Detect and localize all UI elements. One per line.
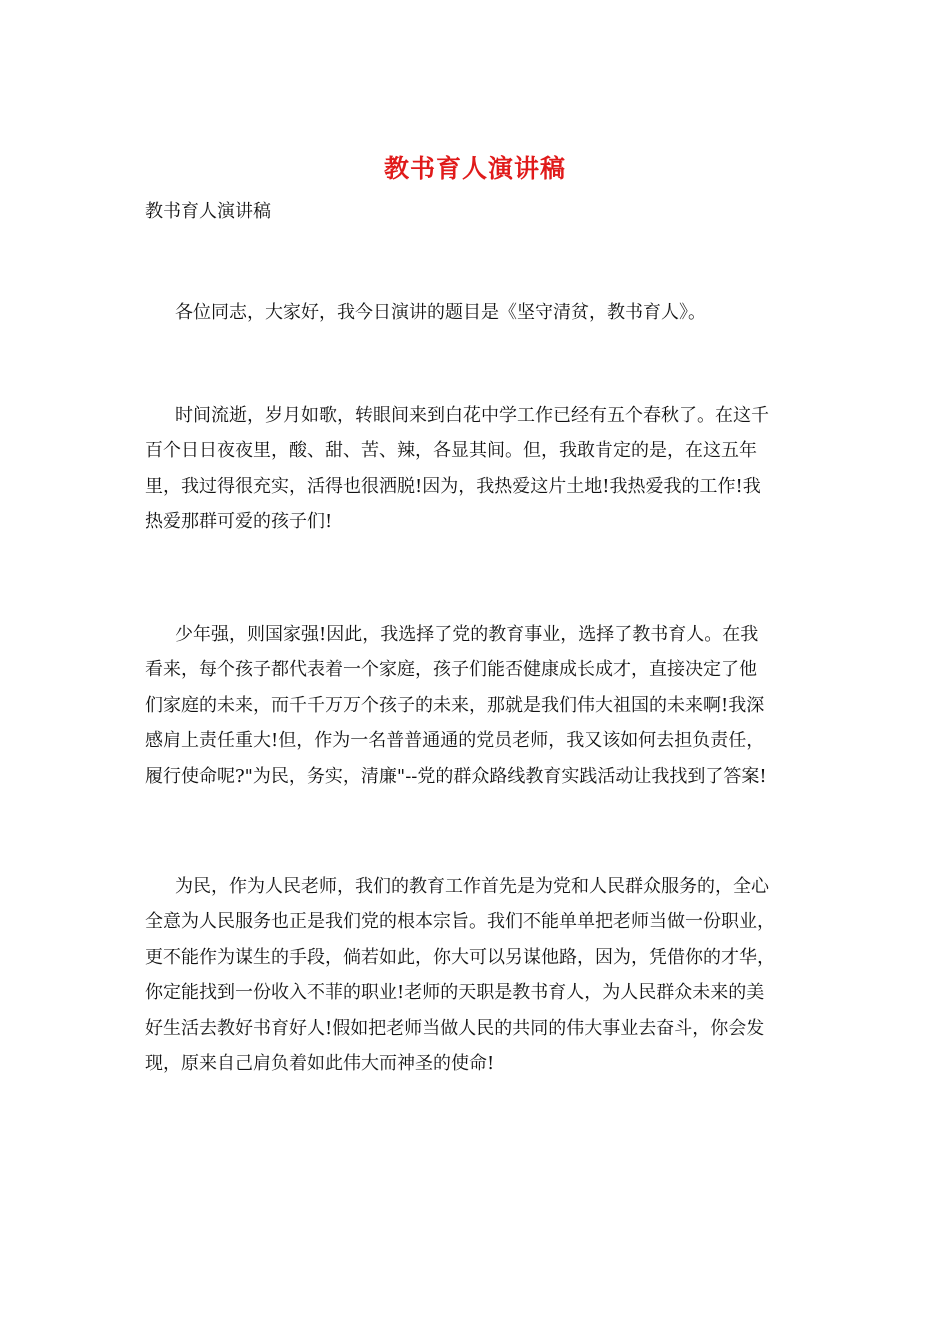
paragraph-line: 少年强，则国家强!因此，我选择了党的教育事业，选择了教书育人。在我 xyxy=(175,624,759,645)
paragraph-line: 里，我过得很充实，活得也很洒脱!因为，我热爱这片土地!我热爱我的工作!我 xyxy=(145,475,761,497)
paragraph-line: 更不能作为谋生的手段，倘若如此，你大可以另谋他路，因为，凭借你的才华， xyxy=(145,946,775,968)
document-subtitle: 教书育人演讲稿 xyxy=(145,201,271,222)
paragraph-time-passing xyxy=(145,398,815,540)
paragraph-line: 你定能找到一份收入不菲的职业!老师的天职是教书育人，为人民群众未来的美 xyxy=(145,982,765,1004)
paragraph-line: 履行使命呢?"为民，务实，清廉"--党的群众路线教育实践活动让我找到了答案! xyxy=(145,765,767,787)
paragraph-greeting xyxy=(145,295,815,330)
document-title: 教书育人演讲稿 xyxy=(383,154,566,183)
paragraph-line: 感肩上责任重大!但，作为一名普普通通的党员老师，我又该如何去担负责任， xyxy=(145,730,765,752)
paragraph-serve-people xyxy=(145,869,815,1081)
paragraph-line: 全意为人民服务也正是我们党的根本宗旨。我们不能单单把老师当做一份职业， xyxy=(145,911,775,933)
paragraph-line: 百个日日夜夜里，酸、甜、苦、辣，各显其间。但，我敢肯定的是，在这五年 xyxy=(145,440,757,462)
paragraph-line: 看来，每个孩子都代表着一个家庭，孩子们能否健康成长成才，直接决定了他 xyxy=(145,659,757,681)
paragraph-line: 们家庭的未来，而千千万万个孩子的未来，那就是我们伟大祖国的未来啊!我深 xyxy=(145,694,765,716)
paragraph-line: 热爱那群可爱的孩子们! xyxy=(145,511,333,533)
paragraph-line: 现，原来自己肩负着如此伟大而神圣的使命! xyxy=(145,1053,495,1075)
paragraph-line: 好生活去教好书育好人!假如把老师当做人民的共同的伟大事业去奋斗，你会发 xyxy=(145,1017,765,1039)
paragraph-line: 为民，作为人民老师，我们的教育工作首先是为党和人民群众服务的，全心 xyxy=(175,876,769,897)
paragraph-line: 时间流逝，岁月如歌，转眼间来到白花中学工作已经有五个春秋了。在这千 xyxy=(175,405,769,426)
paragraph-line: 各位同志，大家好，我今日演讲的题目是《坚守清贫，教书育人》。 xyxy=(175,302,706,323)
paragraph-youth-strong xyxy=(145,617,815,794)
